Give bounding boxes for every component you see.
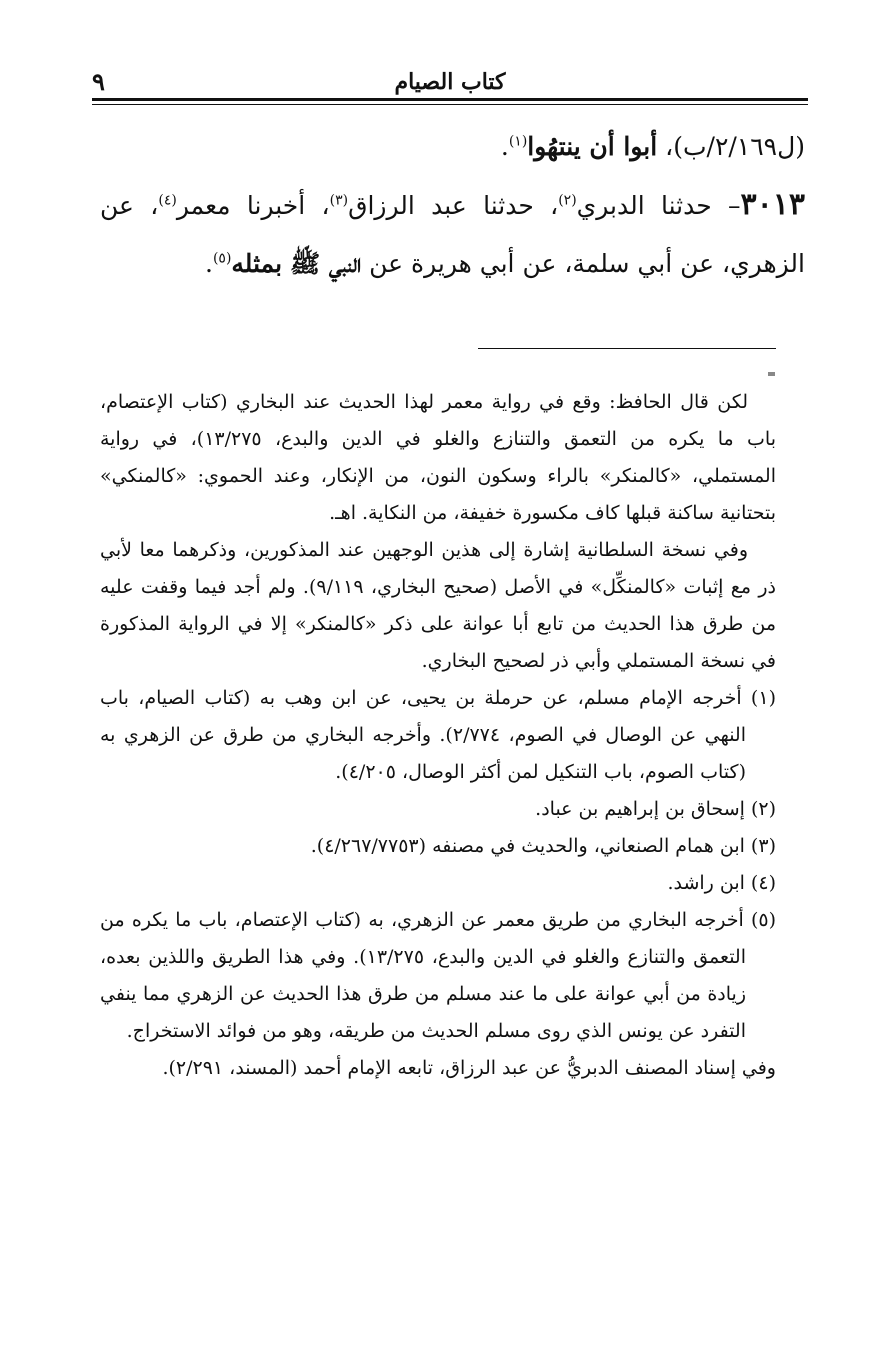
space <box>282 249 290 278</box>
footnote-ref-2: (٢) <box>558 192 577 209</box>
prophet-phrase: النبي ﷺ <box>290 249 362 278</box>
folio-ref: (ل٢/١٦٩/ب)، <box>657 132 805 161</box>
footnotes <box>100 384 776 1087</box>
footnote-separator <box>478 348 776 349</box>
page-header <box>92 68 808 96</box>
footnote-ref-3: (٣) <box>329 192 349 209</box>
footnote-ref-5: (٥) <box>212 250 232 267</box>
footnote-5: (٥) أخرجه البخاري من طريق معمر عن الزهري، به (كتاب الإعتصام، باب ما يكره من التعمق والتنازع والغلو في الدين والبدع، ١٣/٢٧٥). وفي هذا الطريق واللذين بعده، زيادة من أبي عوانة على ما عند مسلم من طرق هذا الحديث عن الزهري مما ينفي التفرد عن يونس الذي روى مسلم الحديث من طريقه، وهو من فوائد الاستخراج. <box>100 909 776 1042</box>
bold-phrase: أبوا أن ينتهُوا <box>527 132 658 161</box>
isnad-part-c: ، أخبرنا معمر <box>176 191 330 220</box>
footnote-4: (٤) ابن راشد. <box>667 872 776 894</box>
footnote-ref-1: (١) <box>508 133 528 150</box>
header-rule-thin <box>92 104 808 105</box>
footnote-continuation: لكن قال الحافظ: وقع في رواية معمر لهذا الحديث عند البخاري (كتاب الإعتصام، باب ما يكره من التعمق والتنازع والغلو في الدين والبدع، ١٣/٢٧٥)، في رواية المستملي، «كالمنكر» بالراء وسكون النون، من الإنكار، وعند الحموي: «كالمنكي» بتحتانية ساكنة قبلها كاف مكسورة خفيفة، من النكاية. اهـ. <box>100 391 777 524</box>
footnote-3: (٣) ابن همام الصنعاني، والحديث في مصنفه (٤/٢٦٧/٧٧٥٣). <box>310 835 776 857</box>
isnad-part-a: – حدثنا الدبري <box>576 191 741 220</box>
bimithlihi-phrase: بمثله <box>231 249 283 278</box>
footnote-2: (٢) إسحاق بن إبراهيم بن عباد. <box>535 798 776 820</box>
isnad-part-d: ، عن الزهري، عن أبي سلمة، عن أبي هريرة عن <box>100 191 805 278</box>
main-text <box>100 118 805 293</box>
footnote-ref-4: (٤) <box>158 192 177 209</box>
paragraph-end: . <box>204 249 213 278</box>
page-mark <box>768 372 775 376</box>
hadith-paragraph <box>100 176 805 293</box>
footnote-continuation-2: وفي نسخة السلطانية إشارة إلى هذين الوجهين عند المذكورين، وذكرهما معا لأبي ذر مع إثبات «كالمنكِّل» في الأصل (صحيح البخاري، ٩/١١٩). ولم أجد فيما وقفت عليه من طرق هذا الحديث من تابع أبا عوانة على ذكر «كالمنكر» إلا في الرواية المذكورة في نسخة المستملي وأبي ذر لصحيح البخاري. <box>100 539 777 672</box>
hadith-number: ٣٠١٣ <box>740 187 805 222</box>
header-rule-thick <box>92 98 808 101</box>
running-title: كتاب الصيام <box>394 69 506 95</box>
main-line-1 <box>100 118 805 176</box>
line-end: . <box>500 132 509 161</box>
footnote-1: (١) أخرجه الإمام مسلم، عن حرملة بن يحيى، عن ابن وهب به (كتاب الصيام، باب النهي عن الوصال في الصوم، ٢/٧٧٤). وأخرجه البخاري من طرق عن الزهري به (كتاب الصوم، باب التنكيل لمن أكثر الوصال، ٤/٢٠٥). <box>100 687 776 783</box>
isnad-part-b: ، حدثنا عبد الرزاق <box>348 191 559 220</box>
page-number: ٩ <box>92 67 105 96</box>
footnote-5-continuation: وفي إسناد المصنف الدبريُّ عن عبد الرزاق، تابعه الإمام أحمد (المسند، ٢/٢٩١). <box>162 1057 776 1079</box>
